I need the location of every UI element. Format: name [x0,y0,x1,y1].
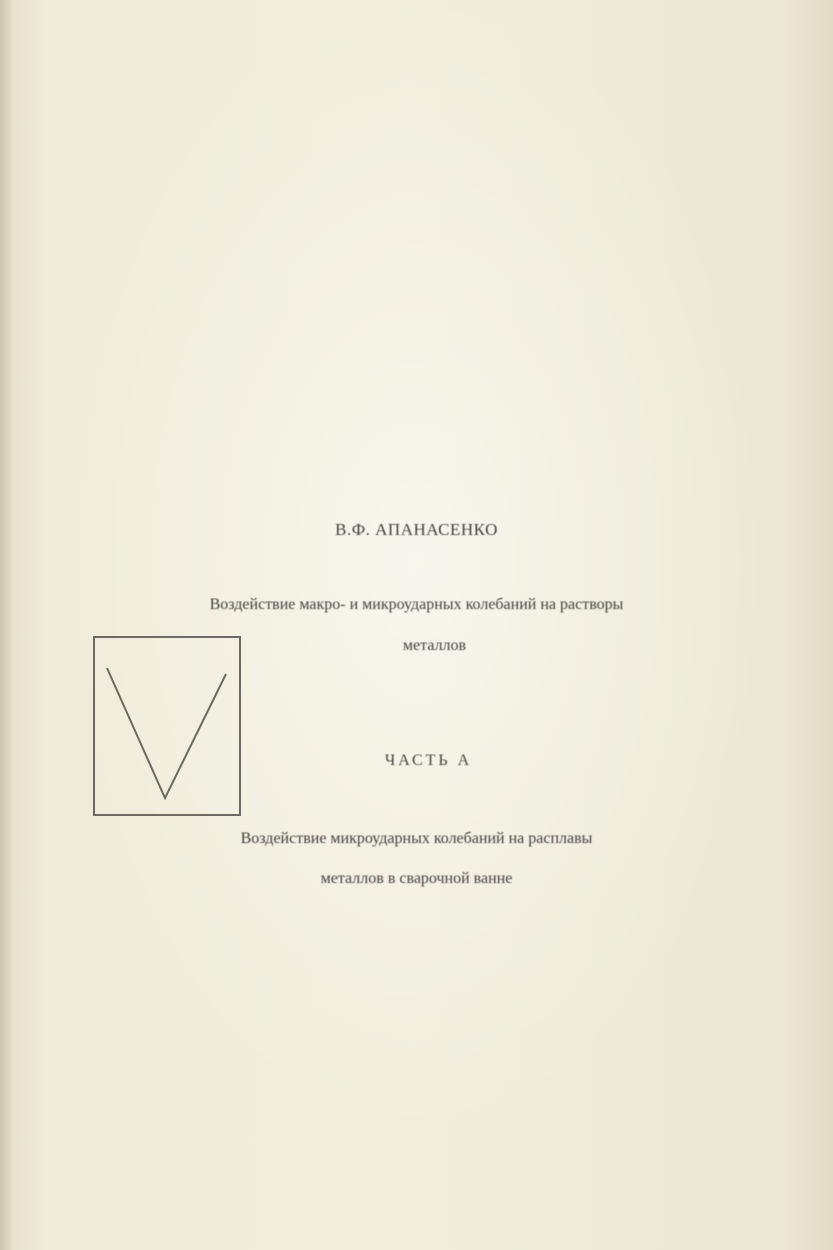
page-edge-shadow [0,0,14,1250]
subtitle-line-2: металлов в сварочной ванне [320,870,513,887]
subtitle-line-1: Воздействие микроударных колебаний на расплавы [240,830,593,847]
v-mark-icon [95,638,243,818]
part-heading: ЧАСТЬ А [384,752,473,769]
title-line-1: Воздействие макро- и микроударных колебаний на растворы [209,596,624,613]
checkmark-stamp [93,636,241,816]
author-name: В.Ф. АПАНАСЕНКО [335,520,498,539]
title-line-2: металлов [402,637,467,654]
